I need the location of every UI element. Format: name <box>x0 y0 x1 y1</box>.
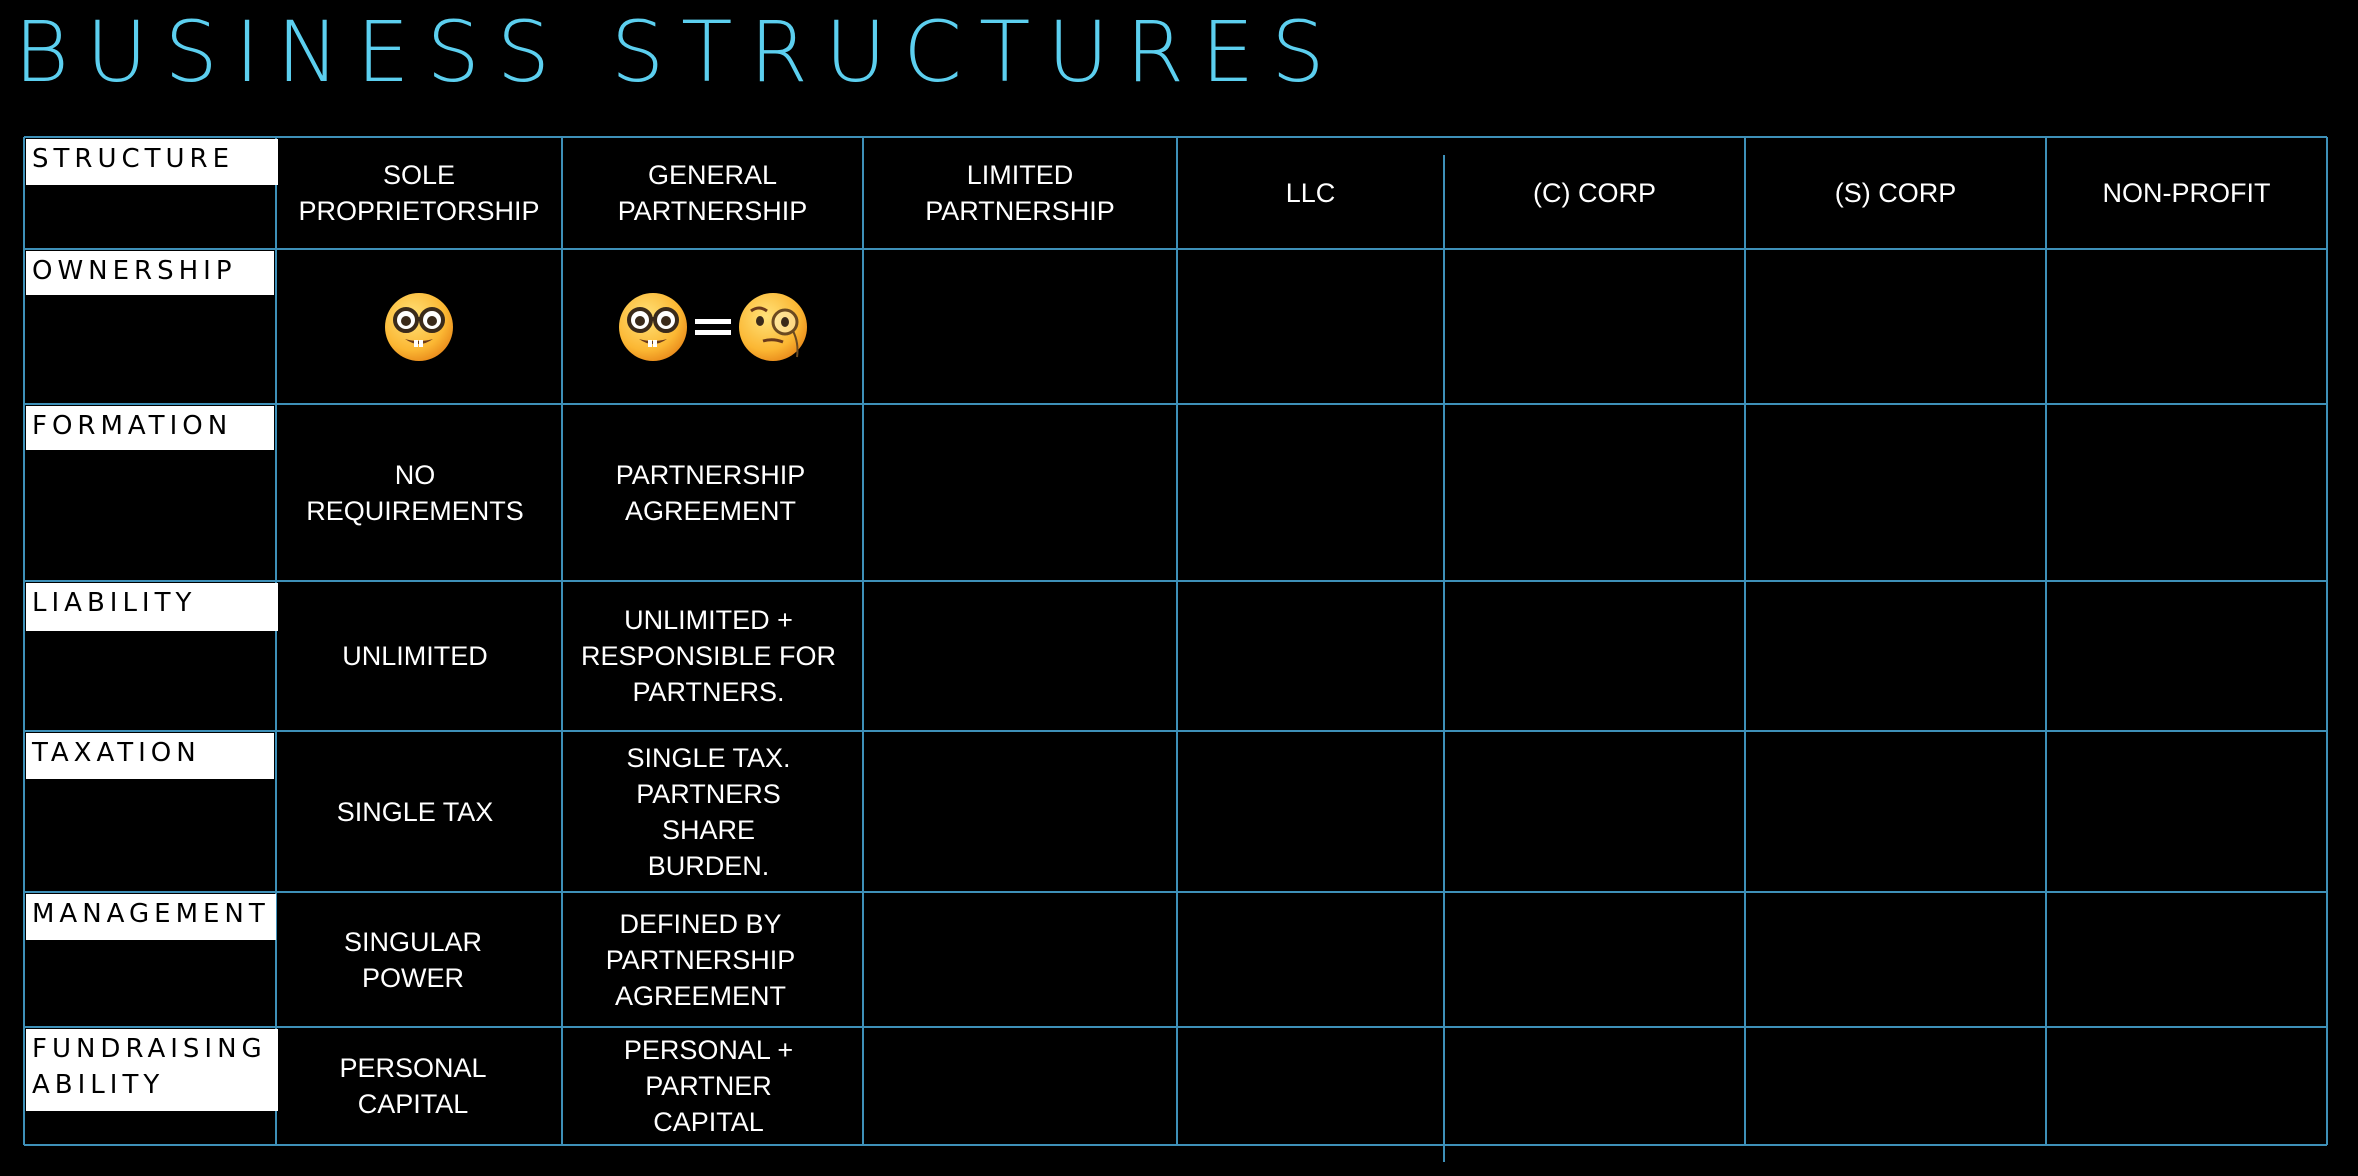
formation-sole-cell: NO REQUIREMENTS <box>306 459 524 526</box>
taxation-general-cell: SINGLE TAX. PARTNERS SHARE BURDEN. <box>626 742 791 881</box>
liability-sole-cell: UNLIMITED <box>342 641 488 671</box>
column-header-sole: SOLE PROPRIETORSHIP <box>298 160 540 226</box>
row-label-liability: LIABILITY <box>26 583 278 631</box>
column-header-scorp: (S) CORP <box>1834 178 1957 208</box>
fundraising-sole-cell: PERSONAL CAPITAL <box>339 1053 487 1119</box>
column-header-general: GENERAL PARTNERSHIP <box>617 160 808 226</box>
row-label-structure: STRUCTURE <box>26 139 278 185</box>
ownership-sole-cell <box>276 249 562 404</box>
management-sole-cell: SINGULAR POWER <box>343 926 483 993</box>
taxation-sole-cell: SINGLE TAX <box>336 796 494 827</box>
management-general-cell: DEFINED BY PARTNERSHIP AGREEMENT <box>605 908 796 1011</box>
nerd-face-icon <box>617 291 689 363</box>
liability-general-cell: UNLIMITED + RESPONSIBLE FOR PARTNERS. <box>580 605 837 707</box>
page-title: BUSINESS STRUCTURES <box>14 3 1342 101</box>
row-label-ownership: OWNERSHIP <box>26 251 274 295</box>
row-label-taxation: TAXATION <box>26 733 274 779</box>
formation-general-cell: PARTNERSHIP AGREEMENT <box>615 459 806 526</box>
row-label-management: MANAGEMENT <box>26 894 276 940</box>
row-label-formation: FORMATION <box>26 406 274 450</box>
monocle-face-icon <box>737 291 809 363</box>
ownership-general-cell <box>562 249 863 404</box>
fundraising-general-cell: PERSONAL + PARTNER CAPITAL <box>623 1035 794 1137</box>
nerd-face-icon <box>383 291 455 363</box>
column-header-nonprofit: NON-PROFIT <box>2102 178 2271 208</box>
column-header-ccorp: (C) CORP <box>1533 178 1656 208</box>
equals-icon <box>695 317 731 337</box>
row-label-fundraising: FUNDRAISING ABILITY <box>26 1029 278 1111</box>
column-header-llc: LLC <box>1285 178 1336 208</box>
column-header-limited: LIMITED PARTNERSHIP <box>925 160 1115 226</box>
